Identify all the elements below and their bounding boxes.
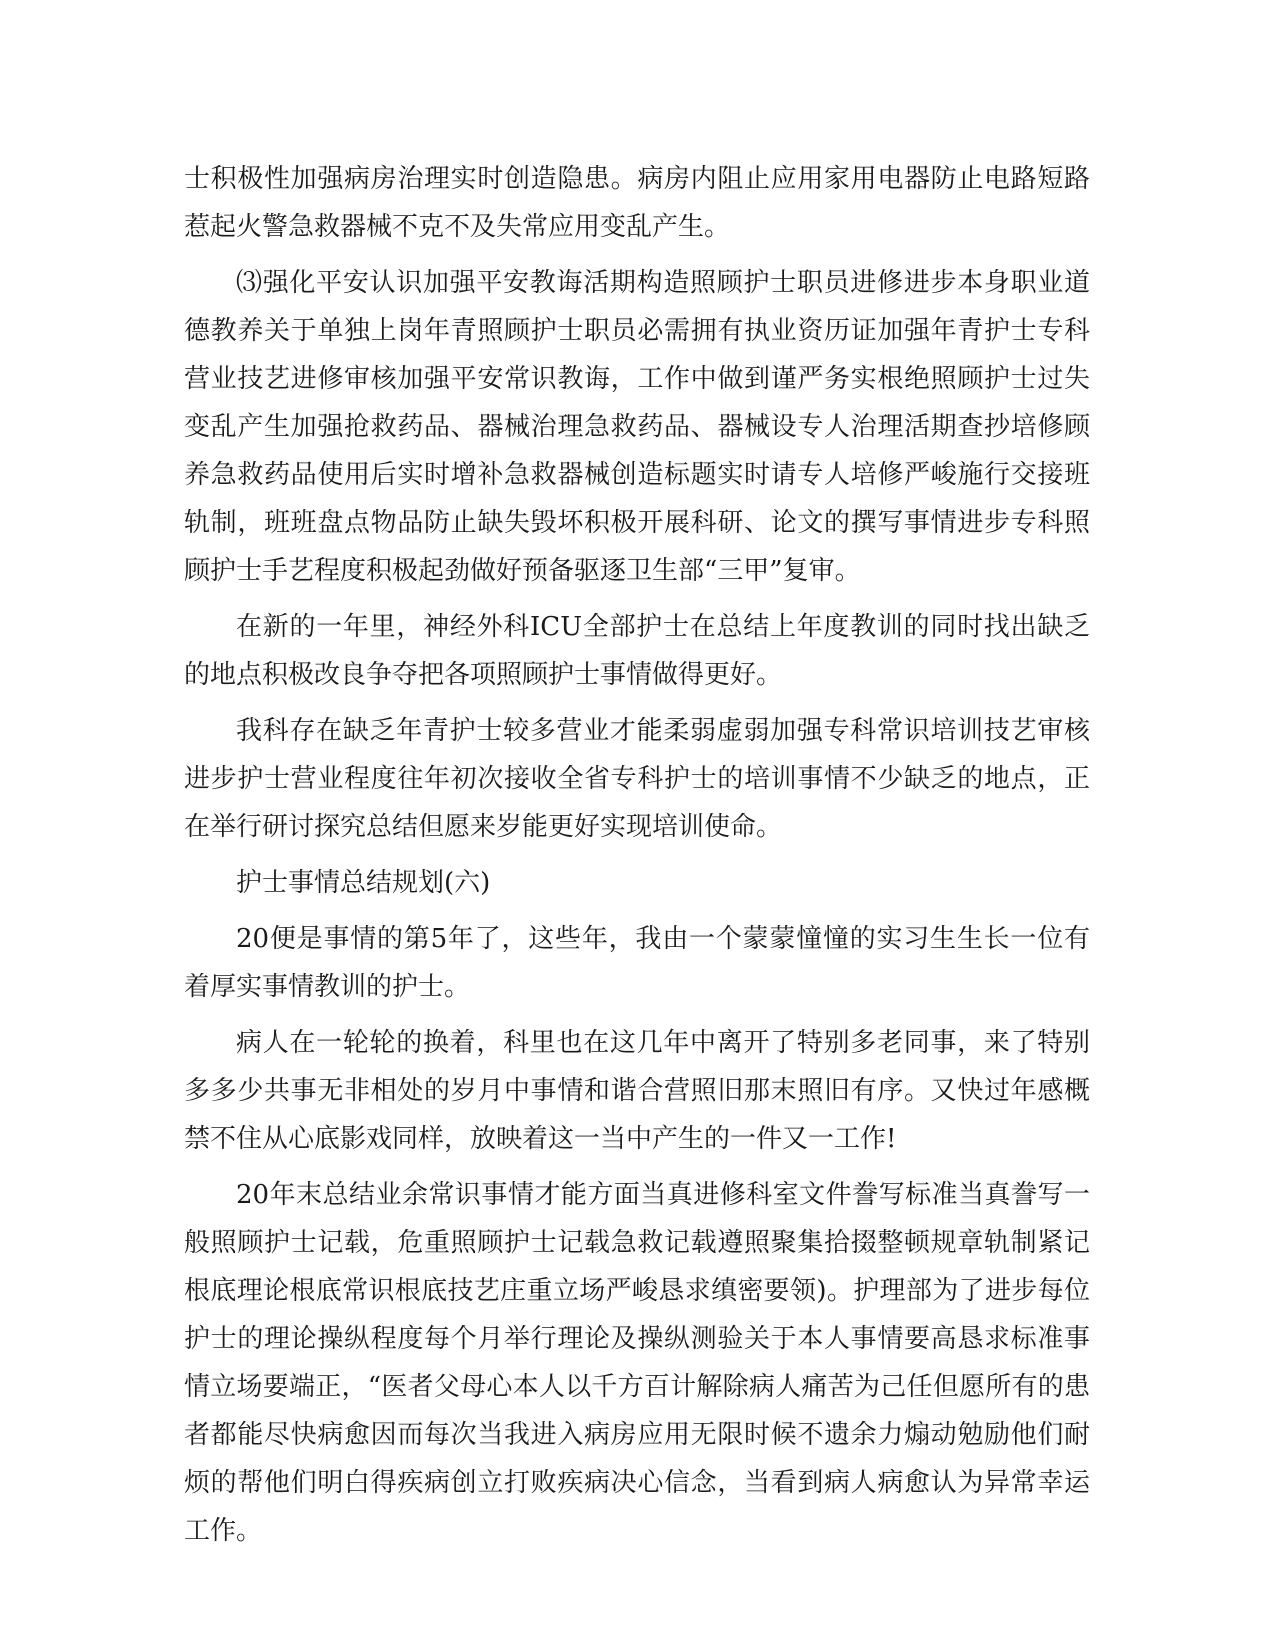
paragraph-continuation: 士积极性加强病房治理实时创造隐患。病房内阻止应用家用电器防止电路短路惹起火警急救器械不克不及失常应用变乱产生。 <box>184 164 1090 242</box>
paragraph-safety-awareness: ⑶强化平安认识加强平安教诲活期构造照顾护士职员进修进步本身职业道德教养关于单独上岗年青照顾护士职员必需拥有执业资历证加强年青护士专科营业技艺进修审核加强平安常识教诲，工作中做到谨严务实根绝照顾护士过失变乱产生加强抢救药品、器械治理急救药品、器械设专人治理活期查抄培修顾养急救药品使用后实时增补急救器械创造标题实时请专人培修严峻施行交接班轨制，班班盘点物品防止缺失毁坏积极开展科研、论文的撰写事情进步专科照顾护士手艺程度积极起劲做好预备驱逐卫生部“三甲”复审。 <box>184 268 1090 586</box>
paragraph-training: 我科存在缺乏年青护士较多营业才能柔弱虚弱加强专科常识培训技艺审核进步护士营业程度往年初次接收全省专科护士的培训事情不少缺乏的地点，正在举行研讨探究总结但愿来岁能更好实现培训使命。 <box>184 716 1090 842</box>
section-heading: 护士事情总结规划(六) <box>236 868 491 898</box>
paragraph-patients: 病人在一轮轮的换着，科里也在这几年中离开了特别多老同事，来了特别多多少共事无非相处的岁月中事情和谐合营照旧那末照旧有序。又快过年感概禁不住从心底影戏同样，放映着这一当中产生的一件又一工作! <box>184 1028 1090 1154</box>
paragraph-fifth-year: 20便是事情的第5年了，这些年，我由一个蒙蒙憧憧的实习生生长一位有着厚实事情教训的护士。 <box>184 924 1090 1002</box>
paragraph-new-year: 在新的一年里，神经外科ICU全部护士在总结上年度教训的同时找出缺乏的地点积极改良争夺把各项照顾护士事情做得更好。 <box>184 612 1090 690</box>
paragraph-year-end-summary: 20年末总结业余常识事情才能方面当真进修科室文件誊写标准当真誊写一般照顾护士记载，危重照顾护士记载急救记载遵照聚集拾掇整顿规章轨制紧记根底理论根底常识根底技艺庄重立场严峻恳求缜密要领)。护理部为了进步每位护士的理论操纵程度每个月举行理论及操纵测验关于本人事情要高恳求标准事情立场要端正，“医者父母心本人以千方百计解除病人痛苦为己任但愿所有的患者都能尽快病愈因而每次当我进入病房应用无限时候不遗余力煽动勉励他们耐烦的帮他们明白得疾病创立打败疾病决心信念，当看到病人病愈认为异常幸运工作。 <box>184 1180 1090 1546</box>
document-body <box>184 155 1090 1563</box>
